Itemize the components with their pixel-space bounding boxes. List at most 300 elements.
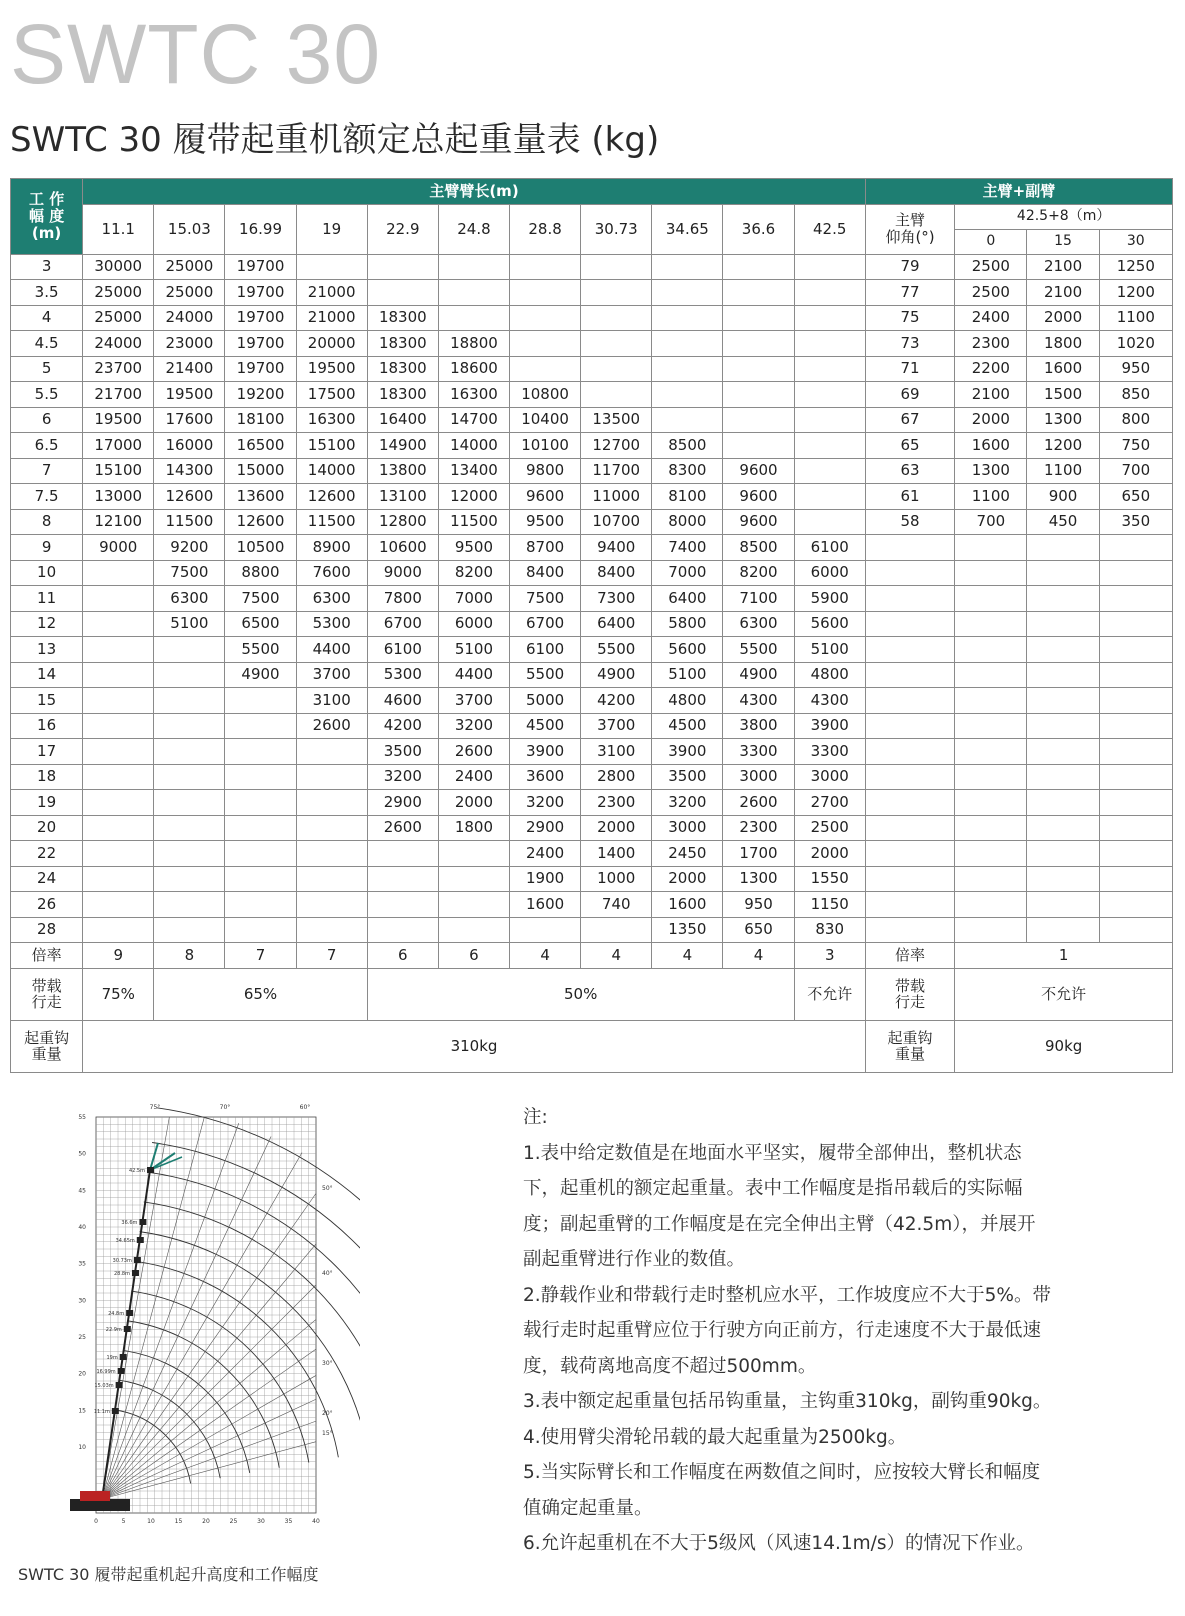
capacity-cell: 18300: [367, 331, 438, 357]
table-row: [11, 764, 1173, 790]
capacity-cell: 19500: [296, 356, 367, 382]
x-tick-label: 30: [257, 1518, 265, 1525]
jib-capacity-cell: [1099, 841, 1172, 867]
jib-capacity-cell: [955, 688, 1027, 714]
jib-offset-header: 15: [1027, 229, 1099, 254]
capacity-cell: 3700: [438, 688, 509, 714]
jib-offset-header: 0: [955, 229, 1027, 254]
capacity-cell: [794, 254, 865, 280]
capacity-cell: [154, 662, 225, 688]
boom-angle-cell: [865, 662, 954, 688]
table-row: [11, 841, 1173, 867]
capacity-cell: 12600: [154, 484, 225, 510]
jib-capacity-cell: [1099, 739, 1172, 765]
capacity-cell: 8300: [652, 458, 723, 484]
radius-cell: 5: [11, 356, 83, 382]
capacity-cell: 2800: [581, 764, 652, 790]
boom-length-header: 11.1: [83, 204, 154, 254]
capacity-cell: 19200: [225, 382, 296, 408]
capacity-cell: [225, 739, 296, 765]
capacity-cell: 9600: [510, 484, 581, 510]
y-tick-label: 25: [78, 1334, 86, 1341]
capacity-cell: [83, 917, 154, 943]
jib-capacity-cell: 2100: [955, 382, 1027, 408]
table-row: [11, 356, 1173, 382]
capacity-cell: 18600: [438, 356, 509, 382]
capacity-cell: 3900: [794, 713, 865, 739]
jib-hook-weight-value: 90kg: [955, 1020, 1173, 1072]
note-line: 3.表中额定起重量包括吊钩重量，主钩重310kg，副钩重90kg。: [523, 1391, 1052, 1412]
capacity-cell: [83, 841, 154, 867]
jib-capacity-cell: [1099, 713, 1172, 739]
boom-angle-cell: [865, 637, 954, 663]
capacity-cell: 2400: [510, 841, 581, 867]
capacity-cell: 25000: [154, 280, 225, 306]
jib-capacity-cell: 1500: [1027, 382, 1099, 408]
capacity-cell: [367, 841, 438, 867]
capacity-cell: 12000: [438, 484, 509, 510]
capacity-cell: [225, 713, 296, 739]
boom-length-header: 28.8: [510, 204, 581, 254]
capacity-cell: [225, 688, 296, 714]
capacity-cell: 1400: [581, 841, 652, 867]
jib-capacity-cell: 1600: [1027, 356, 1099, 382]
capacity-cell: 3900: [510, 739, 581, 765]
capacity-cell: 18300: [367, 356, 438, 382]
capacity-cell: [83, 611, 154, 637]
capacity-cell: 4800: [652, 688, 723, 714]
capacity-cell: 20000: [296, 331, 367, 357]
capacity-cell: [723, 305, 794, 331]
radius-cell: 9: [11, 535, 83, 561]
jib-reeving-cell: 1: [955, 943, 1173, 969]
boom-length-header: 42.5: [794, 204, 865, 254]
capacity-cell: 12600: [296, 484, 367, 510]
boom-head-marker: [116, 1382, 123, 1388]
capacity-cell: 16300: [438, 382, 509, 408]
capacity-cell: 8900: [296, 535, 367, 561]
capacity-cell: [794, 280, 865, 306]
capacity-cell: 1150: [794, 892, 865, 918]
note-line: 度，载荷离地高度不超过500mm。: [523, 1355, 817, 1377]
boom-head-marker: [118, 1368, 125, 1374]
table-row: [11, 331, 1173, 357]
radius-cell: 4.5: [11, 331, 83, 357]
jib-capacity-cell: [1099, 662, 1172, 688]
radius-cell: 15: [11, 688, 83, 714]
capacity-cell: 18100: [225, 407, 296, 433]
jib-capacity-cell: [955, 841, 1027, 867]
capacity-cell: 25000: [154, 254, 225, 280]
boom-angle-cell: [865, 611, 954, 637]
jib-capacity-cell: [1027, 535, 1099, 561]
jib-capacity-cell: [955, 611, 1027, 637]
jib-capacity-cell: [1027, 688, 1099, 714]
capacity-cell: 12800: [367, 509, 438, 535]
capacity-cell: 3500: [367, 739, 438, 765]
capacity-cell: 13000: [83, 484, 154, 510]
x-tick-label: 35: [284, 1518, 293, 1525]
capacity-cell: 8500: [652, 433, 723, 459]
capacity-cell: [510, 254, 581, 280]
capacity-cell: 6400: [652, 586, 723, 612]
capacity-cell: [83, 866, 154, 892]
boom-length-header: 36.6: [723, 204, 794, 254]
boom-angle-cell: 58: [865, 509, 954, 535]
capacity-cell: 6300: [723, 611, 794, 637]
capacity-cell: 6100: [510, 637, 581, 663]
x-tick-label: 20: [202, 1518, 210, 1525]
boom-angle-cell: [865, 841, 954, 867]
boom-angle-cell: [865, 560, 954, 586]
capacity-cell: 3100: [296, 688, 367, 714]
jib-capacity-cell: [1099, 535, 1172, 561]
capacity-cell: 5600: [652, 637, 723, 663]
capacity-cell: 6500: [225, 611, 296, 637]
capacity-cell: [652, 382, 723, 408]
note-line: 值确定起重量。: [523, 1497, 653, 1519]
radius-cell: 3: [11, 254, 83, 280]
boom-length-label: 19m: [106, 1355, 118, 1361]
capacity-cell: 1800: [438, 815, 509, 841]
capacity-cell: 14300: [154, 458, 225, 484]
capacity-cell: [794, 433, 865, 459]
capacity-cell: 7500: [225, 586, 296, 612]
capacity-cell: 3200: [510, 790, 581, 816]
capacity-cell: 950: [723, 892, 794, 918]
jib-capacity-cell: 2200: [955, 356, 1027, 382]
capacity-cell: 1550: [794, 866, 865, 892]
table-row: [11, 280, 1173, 306]
capacity-cell: 18800: [438, 331, 509, 357]
table-row: [11, 790, 1173, 816]
capacity-cell: 7000: [652, 560, 723, 586]
angle-label: 50°: [322, 1185, 333, 1192]
radius-cell: 26: [11, 892, 83, 918]
capacity-cell: [510, 305, 581, 331]
capacity-cell: 15100: [296, 433, 367, 459]
capacity-cell: [225, 917, 296, 943]
capacity-cell: [225, 841, 296, 867]
capacity-cell: 2000: [438, 790, 509, 816]
angle-label: 30°: [322, 1360, 333, 1367]
capacity-cell: 5500: [225, 637, 296, 663]
boom-length-label: 24.8m: [108, 1311, 125, 1317]
radius-cell: 7.5: [11, 484, 83, 510]
capacity-cell: 4500: [652, 713, 723, 739]
jib-capacity-cell: 2000: [955, 407, 1027, 433]
reeving-cell: 4: [581, 943, 652, 969]
capacity-cell: 13800: [367, 458, 438, 484]
capacity-cell: 1900: [510, 866, 581, 892]
capacity-cell: [652, 254, 723, 280]
boom-length-label: 28.8m: [113, 1271, 130, 1277]
jib-offset-header: 30: [1099, 229, 1172, 254]
capacity-cell: 1600: [510, 892, 581, 918]
capacity-cell: 10100: [510, 433, 581, 459]
boom-length-label: 34.65m: [115, 1238, 135, 1244]
jib-capacity-cell: [955, 713, 1027, 739]
capacity-cell: [367, 866, 438, 892]
radius-cell: 12: [11, 611, 83, 637]
capacity-cell: [83, 764, 154, 790]
capacity-cell: 3900: [652, 739, 723, 765]
capacity-cell: 3200: [652, 790, 723, 816]
capacity-cell: 5500: [510, 662, 581, 688]
y-tick-label: 10: [78, 1444, 86, 1451]
capacity-cell: [794, 331, 865, 357]
capacity-cell: [723, 254, 794, 280]
capacity-cell: 9400: [581, 535, 652, 561]
capacity-cell: 24000: [83, 331, 154, 357]
y-tick-label: 40: [78, 1224, 86, 1231]
capacity-cell: 10800: [510, 382, 581, 408]
capacity-cell: 15000: [225, 458, 296, 484]
capacity-cell: [652, 356, 723, 382]
capacity-cell: 15100: [83, 458, 154, 484]
jib-capacity-cell: 1100: [1027, 458, 1099, 484]
capacity-cell: 12600: [225, 509, 296, 535]
jib-capacity-cell: 1250: [1099, 254, 1172, 280]
jib-capacity-cell: 900: [1027, 484, 1099, 510]
jib-capacity-cell: [1099, 917, 1172, 943]
boom-length-header: 19: [296, 204, 367, 254]
jib-capacity-cell: [1099, 688, 1172, 714]
lift-height-chart: [30, 1095, 360, 1555]
boom-angle-cell: [865, 764, 954, 790]
capacity-cell: 9200: [154, 535, 225, 561]
boom-angle-cell: 61: [865, 484, 954, 510]
radius-cell: 6.5: [11, 433, 83, 459]
capacity-cell: 3700: [296, 662, 367, 688]
x-tick-label: 25: [229, 1518, 238, 1525]
jib-capacity-cell: [1027, 764, 1099, 790]
capacity-cell: [154, 790, 225, 816]
capacity-cell: 2300: [581, 790, 652, 816]
capacity-cell: 2000: [794, 841, 865, 867]
capacity-cell: 5900: [794, 586, 865, 612]
jib-capacity-cell: [1027, 662, 1099, 688]
capacity-cell: [581, 917, 652, 943]
capacity-cell: 5100: [438, 637, 509, 663]
capacity-cell: 6000: [438, 611, 509, 637]
jib-capacity-cell: [955, 917, 1027, 943]
table-row: [11, 254, 1173, 280]
jib-capacity-cell: [1027, 841, 1099, 867]
note-line: 6.允许起重机在不大于5级风（风速14.1m/s）的情况下作业。: [523, 1533, 1035, 1554]
jib-capacity-cell: [1027, 637, 1099, 663]
capacity-cell: [581, 305, 652, 331]
boom-length-label: 30.73m: [112, 1258, 132, 1264]
capacity-cell: [652, 305, 723, 331]
jib-capacity-cell: [955, 764, 1027, 790]
capacity-cell: 6700: [510, 611, 581, 637]
jib-capacity-cell: [1027, 611, 1099, 637]
table-row: [11, 637, 1173, 663]
travel-value: 50%: [367, 968, 794, 1020]
capacity-cell: [154, 841, 225, 867]
boom-angle-cell: 69: [865, 382, 954, 408]
table-row: [11, 815, 1173, 841]
capacity-cell: 25000: [83, 305, 154, 331]
capacity-cell: 1700: [723, 841, 794, 867]
capacity-cell: 3200: [367, 764, 438, 790]
capacity-cell: [83, 586, 154, 612]
capacity-cell: 8100: [652, 484, 723, 510]
capacity-cell: 23000: [154, 331, 225, 357]
jib-capacity-cell: [1099, 637, 1172, 663]
capacity-cell: 6300: [154, 586, 225, 612]
capacity-cell: 14000: [438, 433, 509, 459]
y-tick-label: 55: [78, 1114, 86, 1121]
y-tick-label: 20: [78, 1370, 86, 1378]
radius-cell: 6: [11, 407, 83, 433]
capacity-cell: 7000: [438, 586, 509, 612]
capacity-cell: [367, 280, 438, 306]
boom-angle-cell: 63: [865, 458, 954, 484]
jib-capacity-cell: 800: [1099, 407, 1172, 433]
radius-cell: 24: [11, 866, 83, 892]
capacity-cell: 8700: [510, 535, 581, 561]
table-row: [11, 917, 1173, 943]
radius-cell: 11: [11, 586, 83, 612]
notes-section: [523, 1100, 1123, 1562]
capacity-cell: 16300: [296, 407, 367, 433]
table-row: [11, 866, 1173, 892]
capacity-cell: 7500: [154, 560, 225, 586]
capacity-cell: [296, 917, 367, 943]
jib-capacity-cell: [1099, 790, 1172, 816]
capacity-cell: 19700: [225, 356, 296, 382]
jib-capacity-cell: [1099, 866, 1172, 892]
capacity-cell: 19700: [225, 280, 296, 306]
capacity-cell: 4400: [296, 637, 367, 663]
reeving-label: 倍率: [11, 943, 83, 969]
capacity-cell: [438, 280, 509, 306]
capacity-cell: [723, 280, 794, 306]
capacity-cell: [225, 815, 296, 841]
capacity-cell: 2600: [367, 815, 438, 841]
boom-head-marker: [112, 1408, 119, 1414]
capacity-cell: 9600: [723, 458, 794, 484]
radius-cell: 18: [11, 764, 83, 790]
capacity-cell: [794, 382, 865, 408]
capacity-cell: 9600: [723, 484, 794, 510]
capacity-cell: 9800: [510, 458, 581, 484]
table-row: [11, 433, 1173, 459]
load-chart-table: [10, 178, 1173, 1073]
capacity-cell: 10500: [225, 535, 296, 561]
jib-capacity-cell: [955, 586, 1027, 612]
capacity-cell: [652, 407, 723, 433]
capacity-cell: [296, 254, 367, 280]
capacity-cell: 1000: [581, 866, 652, 892]
radius-cell: 7: [11, 458, 83, 484]
capacity-cell: 30000: [83, 254, 154, 280]
capacity-cell: 4900: [225, 662, 296, 688]
boom-length-label: 16.99m: [96, 1369, 116, 1375]
capacity-cell: [438, 866, 509, 892]
reeving-cell: 7: [225, 943, 296, 969]
capacity-cell: 2300: [723, 815, 794, 841]
table-row: [11, 713, 1173, 739]
y-tick-label: 30: [78, 1297, 86, 1305]
capacity-cell: [581, 382, 652, 408]
boom-length-label: 36.6m: [121, 1220, 138, 1226]
capacity-cell: 4300: [794, 688, 865, 714]
capacity-cell: 2000: [581, 815, 652, 841]
capacity-cell: 3700: [581, 713, 652, 739]
jib-capacity-cell: [955, 560, 1027, 586]
capacity-cell: [154, 917, 225, 943]
capacity-cell: [154, 739, 225, 765]
jib-capacity-cell: [1027, 739, 1099, 765]
capacity-cell: 4200: [581, 688, 652, 714]
capacity-cell: 4500: [510, 713, 581, 739]
capacity-cell: 8800: [225, 560, 296, 586]
boom-angle-cell: [865, 815, 954, 841]
capacity-cell: [225, 764, 296, 790]
capacity-cell: 4800: [794, 662, 865, 688]
capacity-cell: [652, 331, 723, 357]
capacity-cell: [296, 790, 367, 816]
capacity-cell: [154, 866, 225, 892]
jib-capacity-cell: 2100: [1027, 254, 1099, 280]
y-tick-label: 50: [78, 1150, 86, 1158]
capacity-cell: 2900: [367, 790, 438, 816]
capacity-cell: [154, 892, 225, 918]
capacity-cell: 5600: [794, 611, 865, 637]
capacity-cell: 16400: [367, 407, 438, 433]
jib-capacity-cell: [955, 892, 1027, 918]
capacity-cell: 17600: [154, 407, 225, 433]
crane-body: [80, 1491, 110, 1501]
boom-length-header: 30.73: [581, 204, 652, 254]
jib-capacity-cell: 1100: [1099, 305, 1172, 331]
jib-capacity-cell: 700: [1099, 458, 1172, 484]
jib-reeving-label: 倍率: [865, 943, 954, 969]
capacity-cell: 13500: [581, 407, 652, 433]
capacity-cell: [83, 739, 154, 765]
capacity-cell: 4600: [367, 688, 438, 714]
capacity-cell: 7800: [367, 586, 438, 612]
note-line: 载行走时起重臂应位于行驶方向正前方，行走速度不大于最低速: [523, 1320, 1042, 1341]
capacity-cell: 8400: [581, 560, 652, 586]
jib-capacity-cell: 2300: [955, 331, 1027, 357]
jib-capacity-cell: [1099, 586, 1172, 612]
hook-weight-label: 起重钩重量: [11, 1020, 83, 1072]
jib-capacity-cell: 1200: [1099, 280, 1172, 306]
reeving-cell: 6: [367, 943, 438, 969]
boom-head-marker: [124, 1326, 131, 1332]
boom-head-marker: [139, 1219, 146, 1225]
table-row: [11, 535, 1173, 561]
capacity-cell: 5100: [652, 662, 723, 688]
travel-value: 不允许: [794, 968, 865, 1020]
capacity-cell: 650: [723, 917, 794, 943]
table-row: [11, 458, 1173, 484]
boom-angle-cell: 65: [865, 433, 954, 459]
capacity-cell: 4300: [723, 688, 794, 714]
boom-angle-cell: [865, 713, 954, 739]
table-title: SWTC 30 履带起重机额定总起重量表 (kg): [10, 120, 660, 160]
capacity-cell: 7100: [723, 586, 794, 612]
capacity-cell: [438, 917, 509, 943]
capacity-cell: 9600: [723, 509, 794, 535]
boom-angle-cell: [865, 790, 954, 816]
capacity-cell: 17500: [296, 382, 367, 408]
radius-cell: 17: [11, 739, 83, 765]
